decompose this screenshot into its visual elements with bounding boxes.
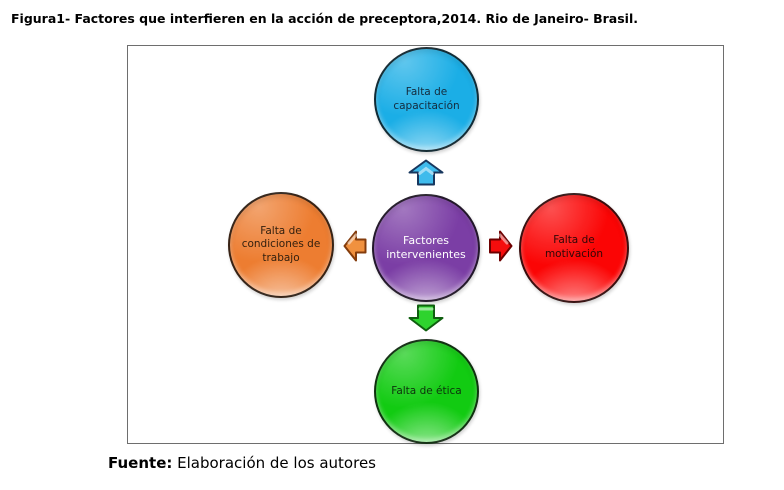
node-label: Falta de motivación [544,234,604,260]
source-label: Fuente: [108,454,173,472]
node-falta-de-motivacion [519,193,629,303]
node-falta-de-etica [374,339,479,444]
arrow-right-icon [488,229,513,263]
node-label: Falta de capacitación [393,85,460,112]
node-label: Falta de condiciones de trabajo [241,224,321,264]
node-falta-de-condiciones-de-trabajo [228,192,334,298]
source-caption [108,454,376,472]
arrow-down-icon [408,304,444,332]
figure-title: Figura1- Factores que interfieren en la acción de preceptora,2014. Rio de Janeiro- Brasil. [11,11,639,26]
source-text: Elaboración de los autores [172,454,376,472]
node-factores-intervenientes [372,194,480,302]
arrow-left-icon [343,229,367,263]
diagram-canvas [127,45,724,444]
arrow-up-icon [408,159,444,186]
node-label: Factores intervenientes [386,233,466,261]
node-falta-de-capacitacion [374,47,479,152]
node-label: Falta de ética [391,384,462,397]
